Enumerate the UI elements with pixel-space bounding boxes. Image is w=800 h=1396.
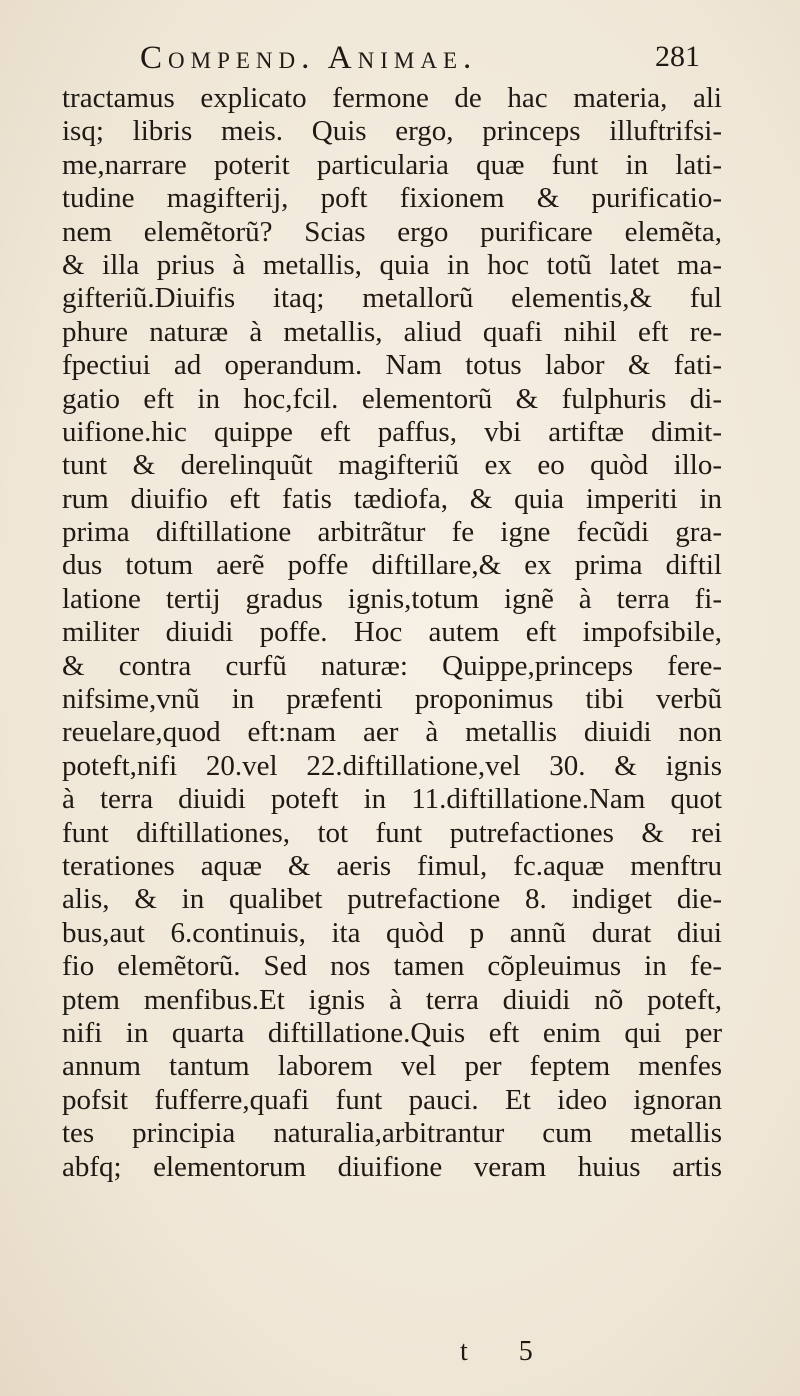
text-line: tractamus explicato fermone de hac materia, ali xyxy=(62,82,722,114)
text-line: me,narrare poterit particularia quæ funt in lati- xyxy=(62,148,722,181)
text-line: tunt & derelinquũt magifteriũ ex eo quòd illo- xyxy=(62,449,722,482)
text-line: fio elemẽtorũ. Sed nos tamen cõpleuimus in fe- xyxy=(62,950,722,983)
text-line: poteft,nifi 20.vel 22.diftillatione,vel 30. & ignis xyxy=(62,749,722,782)
text-line: nifi in quarta diftillatione.Quis eft enim qui per xyxy=(62,1016,722,1049)
text-line: gifteriũ.Diuifis itaq; metallorũ elementis,& ful xyxy=(62,282,722,315)
text-line: & contra curfũ naturæ: Quippe,princeps fere- xyxy=(62,649,722,682)
page-number: 281 xyxy=(655,40,700,73)
page-header xyxy=(140,40,700,80)
text-line: nem elemẽtorũ? Scias ergo purificare elemẽta, xyxy=(62,215,722,248)
text-line: annum tantum laborem vel per feptem menfes xyxy=(62,1050,722,1083)
text-line: terationes aquæ & aeris fimul, fc.aquæ menftru xyxy=(62,849,722,882)
text-line: funt diftillationes, tot funt putrefactiones & rei xyxy=(62,816,722,849)
text-line: phure naturæ à metallis, aliud quafi nihil eft re- xyxy=(62,315,722,348)
text-line: nifsime,vnũ in præfenti proponimus tibi verbũ xyxy=(62,683,722,716)
text-line: tudine magifterij, poft fixionem & purificatio- xyxy=(62,182,722,215)
text-line: uifione.hic quippe eft paffus, vbi artiftæ dimit- xyxy=(62,415,722,448)
text-line: alis, & in qualibet putrefactione 8. indiget die- xyxy=(62,883,722,916)
text-line: & illa prius à metallis, quia in hoc totũ latet ma- xyxy=(62,248,722,281)
text-line: reuelare,quod eft:nam aer à metallis diuidi non xyxy=(62,716,722,749)
text-line: militer diuidi poffe. Hoc autem eft impofsibile, xyxy=(62,616,722,649)
text-line: rum diuifio eft fatis tædiofa, & quia imperiti in xyxy=(62,482,722,515)
text-line: pofsit fufferre,quafi funt pauci. Et ideo ignoran xyxy=(62,1083,722,1116)
text-line: abfq; elementorum diuifione veram huius artis xyxy=(62,1150,722,1183)
text-line: isq; libris meis. Quis ergo, princeps illuftrifsi- xyxy=(62,115,722,148)
running-title: Compend. Animae. xyxy=(140,40,478,76)
text-line: bus,aut 6.continuis, ita quòd p annũ durat diui xyxy=(62,916,722,949)
body-text xyxy=(62,82,722,1184)
text-line: latione tertij gradus ignis,totum ignẽ à terra fi- xyxy=(62,582,722,615)
text-line: dus totum aerẽ poffe diftillare,& ex prima diftil xyxy=(62,549,722,582)
text-line: tes principia naturalia,arbitrantur cum metallis xyxy=(62,1117,722,1150)
text-line: gatio eft in hoc,fcil. elementorũ & fulphuris di- xyxy=(62,382,722,415)
text-line: prima diftillatione arbitrãtur fe igne fecũdi gra- xyxy=(62,516,722,549)
text-line: ptem menfibus.Et ignis à terra diuidi nõ poteft, xyxy=(62,983,722,1016)
signature-mark: t 5 xyxy=(460,1336,555,1367)
text-line: fpectiui ad operandum. Nam totus labor & fati- xyxy=(62,349,722,382)
text-line: à terra diuidi poteft in 11.diftillatione.Nam quot xyxy=(62,783,722,816)
